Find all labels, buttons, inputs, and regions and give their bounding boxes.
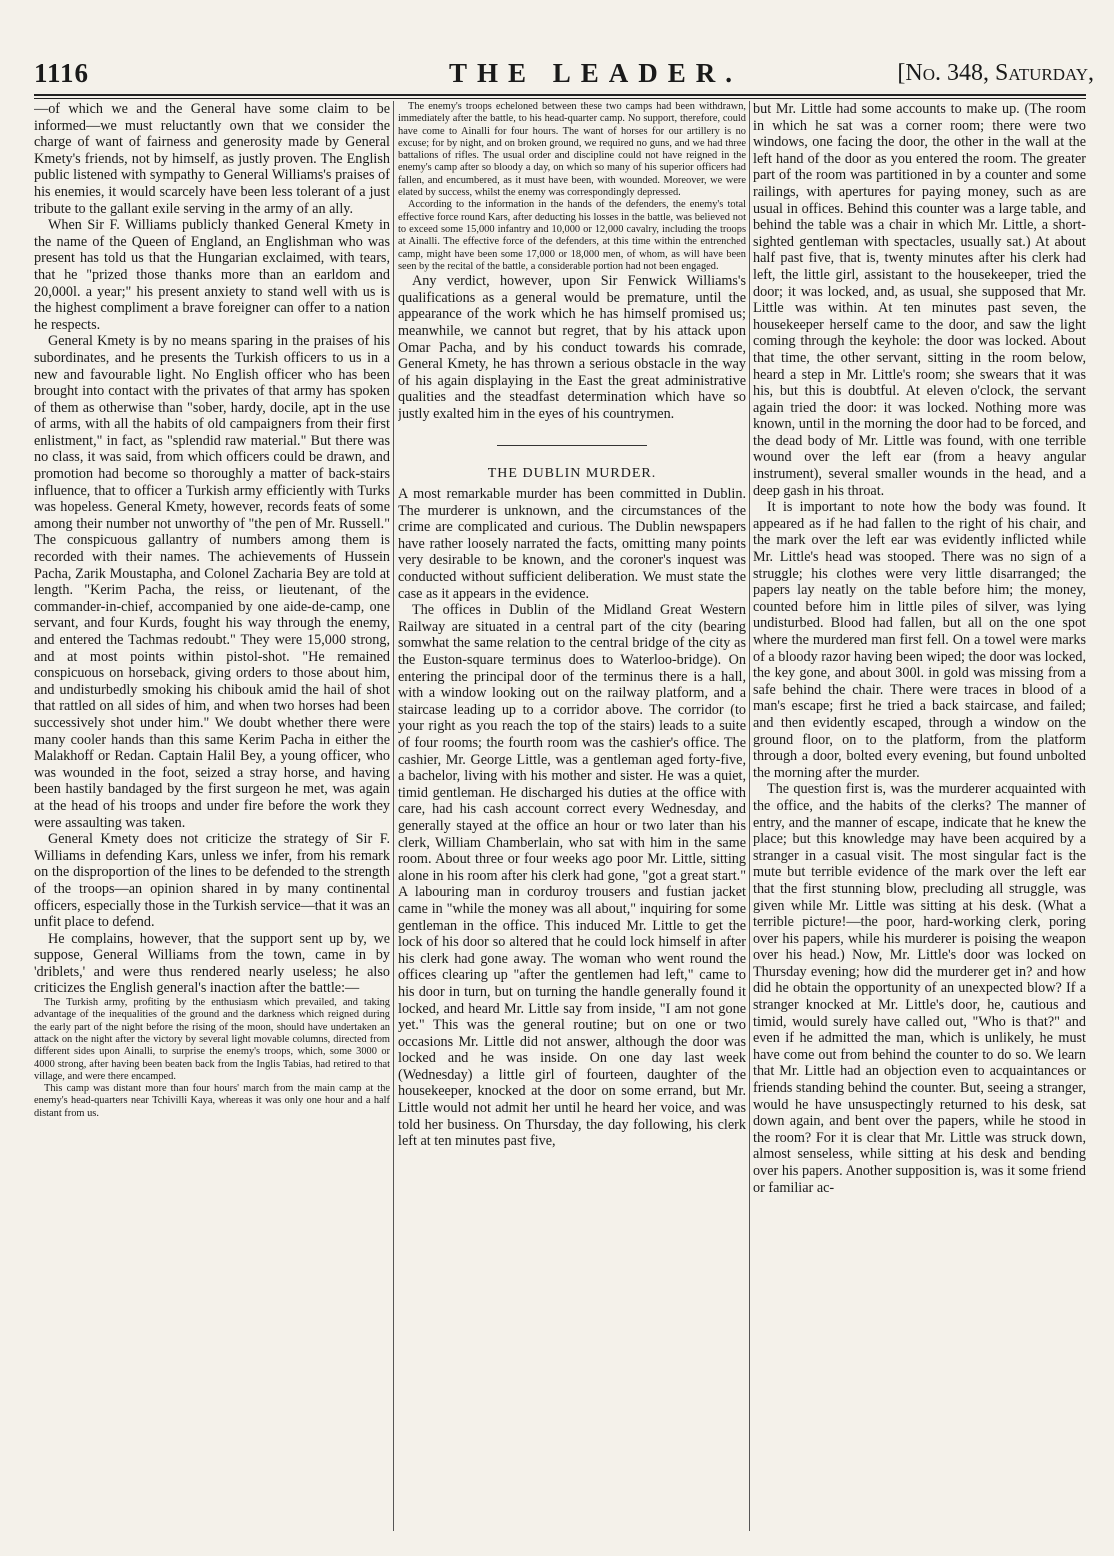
paragraph: A most remarkable murder has been committed in Dublin. The murderer is unknown, and the circumstances of the crime are complicated and curious. The Dublin newspapers have rather loosely narrated the facts, omitting many points very desirable to be known, and the coroner's inquest was conducted without sufficient deliberation. We must state the case as it appears in the evidence. — [398, 486, 746, 602]
block-quote — [34, 997, 390, 1120]
paragraph: It is important to note how the body was found. It appeared as if he had fallen to the right of his chair, and the mark over the left ear was evidently inflicted while Mr. Little's head was stooped. There was no sign of a struggle; his clothes were very little disarranged; the papers lay neatly on the table before him; the money, counted before him in little piles of silver, was lying undisturbed. Blood had fallen, but all on the one spot where the murdered man first fell. On a towel were marks of a bloody razor having been wiped; the door was locked, the key gone, and about 300l. in gold was missing from a safe behind the chair. There were traces in blood of a man's escape; first he tried a back staircase, and failed; and then evidently escaped, through a window on the ground floor, on to the platform, from the platform through a door, bolted every evening, but found unbolted the morning after the murder. — [753, 499, 1086, 781]
header-rule — [34, 94, 1086, 96]
paragraph: General Kmety does not criticize the strategy of Sir F. Williams in defending Kars, unless we infer, from his remark on the disproportion of the lines to be defended to the strength of the troops—an opinion shared in by many continental officers, especially those in the Turkish service—that it was an unfit place to defend. — [34, 831, 390, 931]
masthead: THE LEADER. — [449, 58, 743, 88]
paragraph: He complains, however, that the support sent up by, we suppose, General Williams from the town, came in by 'driblets,' and were thus rendered nearly useless; he also criticizes the English general's inaction after the battle:— — [34, 930, 390, 997]
paragraph: The question first is, was the murderer acquainted with the office, and the habits of the clerks? The manner of entry, and the manner of escape, indicate that he knew the place; but this knowledge may have been acquired by a stranger in a casual visit. The most singular fact is the mute but terrible evidence of the mark over the left ear that the first stunning blow, precluding all struggle, was given while Mr. Little was sitting at his desk. (What a terrible picture!—the poor, hard-working clerk, poring over his papers, while his murderer is poising the weapon over his head.) Now, Mr. Little's door was locked on Thursday evening; how did the murderer get in? and how did he obtain the opportunity of an unexpected blow? If a stranger knocked at Mr. Little's door, he, cautious and timid, would surely have called out, "Who is that?" and even if he admitted the man, which is unlikely, he must have come out from behind the counter to do so. We learn that Mr. Little had an objection even to acquaintances or friends standing behind the counter. But, seeing a stranger, would he have unsuspectingly returned to his desk, sat down again, and bent over the papers, while he stood in the room? For it is clear that Mr. Little was struck down, almost senseless, while sitting at his desk and bending over his papers. Another supposition is, was it some friend or familiar ac- — [753, 781, 1086, 1196]
header-rule-thin — [34, 98, 1086, 99]
paragraph: but Mr. Little had some accounts to make up. (The room in which he sat was a corner room; there were two windows, one facing the door, the other in the wall at the left hand of the door as you entered the room. The greater part of the room was partitioned in by a counter and some railings, with apertures for paying money, such as are usual in offices. Behind this counter was a large table, and behind the table was a chair in which Mr. Little, a short-sighted gentleman with spectacles, usually sat.) At about half past five, that is, twenty minutes after his clerk had left, the little girl, assistant to the housekeeper, tried the door; it was locked, and, as usual, she supposed that Mr. Little was within. At ten minutes past seven, the housekeeper herself came to the door, and saw the light coming through the keyhole: the door was locked. About that time, the other servant, sitting in the room below, heard a step in Mr. Little's room; she swears that it was his, but this is doubtful. At eleven o'clock, the servant again tried the door: it was locked. Nothing more was known, until in the morning the door had to be forced, and the dead body of Mr. Little was found, with one terrible wound over the left ear (from a heavy angular instrument), several smaller wounds in the head, and a deep gash in his throat. — [753, 101, 1086, 499]
column-2 — [398, 101, 746, 1531]
paragraph: General Kmety is by no means sparing in the praises of his subordinates, and he presents the Turkish officers to us in a new and favourable light. No English officer who has been brought into contact with the privates of that army has spoken of them as otherwise than "sober, hardy, docile, apt in the use of arms, with all the habits of old campaigners from their first enlistment," in fact, as "splendid raw material." But there was no class, it was said, from which officers could be drawn, and promotion had become so thoroughly a matter of back-stairs influence, that to officer a Turkish army efficiently with Turks was hopeless. General Kmety, however, records feats of some among their number not unworthy of "the pen of Mr. Russell." The conspicuous gallantry of numbers among them is recorded with their names. The achievements of Hussein Pacha, Zarik Moustapha, and Colonel Zacharia Bey are told at length. "Kerim Pacha, the reiss, or lieutenant, of the commander-in-chief, accompanied by one aide-de-camp, one servant, and four Kurds, fought his way through the enemy, and entered the Tachmas redoubt." They were 15,000 strong, and at most points within pistol-shot. "He remained conspicuous on horseback, giving orders to those about him, and undisturbedly smoking his chibouk amid the hail of shot that rattled on all sides of him, and when two horses had been successively shot under him." We doubt whether there were many cooler hands than this same Kerim Pacha in either the Malakhoff or Redan. Captain Halil Bey, a young officer, who was wounded in the foot, seized a stray horse, and having been hastily bandaged by the first surgeon he met, was again at the head of his troops and under fire before the work they were assaulting was taken. — [34, 333, 390, 831]
column-divider — [393, 101, 394, 1531]
block-quote — [398, 101, 746, 273]
quote-paragraph: According to the information in the hands of the defenders, the enemy's total effective force round Kars, after deducting his losses in the battle, was believed not to exceed some 15,000 infantry and 10,000 or 12,000 cavalry, including the troops at Ainalli. The effective force of the defenders, at this time within the entrenched camp, might have been some 17,000 or 18,000 men, of whom, as will have been seen by the recital of the battle, a considerable portion had not been engaged. — [398, 199, 746, 272]
paragraph: —of which we and the General have some claim to be informed—we must reluctantly own that we consider the charge of want of fairness and generosity made by General Kmety's friends, not by himself, as justly proven. The English public listened with sympathy to General Williams's praises of his enemies, it would scarcely have been less tolerant of a just tribute to the gallant exile serving in the army of an ally. — [34, 101, 390, 217]
page-header — [34, 58, 1094, 94]
column-3 — [753, 101, 1086, 1531]
paragraph: The offices in Dublin of the Midland Great Western Railway are situated in a central part of the city (bearing somwhat the same relation to the central bridge of the city as the Euston-square terminus does to Waterloo-bridge). On entering the principal door of the terminus there is a hall, with a window looking out on the railway platform, and a staircase leading up to a corridor above. The corridor (to your right as you reach the top of the stairs) leads to a suite of four rooms; the fourth room was the cashier's office. The cashier, Mr. George Little, was a gentleman aged forty-five, a bachelor, living with his mother and sister. He was a quiet, timid gentleman. He discharged his duties at the office with care, had his cash account correct every Wednesday, and generally stayed at the office an hour or two later than his clerk, William Chamberlain, who sat with him in the same room. About three or four weeks ago poor Mr. Little, sitting alone in his room after his clerk had gone, "got a great start." A labouring man in corduroy trousers and fustian jacket came in "while the money was all about," inquiring for some gentleman in the office. This induced Mr. Little to get the lock of his door so altered that he could lock himself in after his clerk had gone away. The woman who went round the offices clearing up "after the gentlemen had left," came to his door in turn, but on turning the handle generally found it locked, and heard Mr. Little say from inside, "I am not gone yet." This was the general routine; but on one or two occasions Mr. Little did not answer, although the door was locked and he was inside. On one day last week (Wednesday) a little girl of fourteen, daughter of the housekeeper, knocked at the door on some errand, but Mr. Little would not admit her until he heard her voice, and was told her business. On Thursday, the day following, his clerk left at ten minutes past five, — [398, 602, 746, 1150]
quote-paragraph: The enemy's troops echeloned between these two camps had been withdrawn, immediately after the battle, to his head-quarter camp. No support, therefore, could have come to Ainalli for four hours. The want of horses for our artillery is no excuse; for by night, and on broken ground, we required no guns, and we had three battalions of rifles. The usual order and discipline could not have reigned in the enemy's camp after so bloody a day, on which so many of his superior officers had fallen, and encumbered, as it must have been, with wounded. Moreover, we were elated by success, whilst the enemy was correspondingly depressed. — [398, 101, 746, 199]
quote-paragraph: This camp was distant more than four hours' march from the main camp at the enemy's head-quarters near Tchivilli Kaya, whereas it was only one hour and a half distant from us. — [34, 1083, 390, 1119]
column-divider — [749, 101, 750, 1531]
article-title: THE DUBLIN MURDER. — [487, 465, 657, 481]
paragraph: Any verdict, however, upon Sir Fenwick Williams's qualifications as a general would be premature, until the appearance of the work which he has himself promised us; meanwhile, we cannot but regret, that by his attack upon Omar Pacha, and by his conduct towards his comrade, General Kmety, he has thrown a serious obstacle in the way of his again displaying in the East the great administrative qualities and the steadfast determination which have so justly exalted him in the eyes of his countrymen. — [398, 273, 746, 422]
section-divider — [497, 445, 647, 446]
quote-paragraph: The Turkish army, profiting by the enthusiasm which prevailed, and taking advantage of the inequalities of the ground and the darkness which reigned during the early part of the night before the rising of the moon, should have undertaken an attack on the night after the victory by several light movable columns, directed from different sides upon Ainalli, to surprise the enemy's troops, which, some 3000 or 4000 strong, after having been beaten back from the Inglis Tabias, had retired to that village, and were there encamped. — [34, 997, 390, 1082]
issue-number: [No. 348, Saturday, — [897, 60, 1094, 86]
paragraph: When Sir F. Williams publicly thanked General Kmety in the name of the Queen of England, an Englishman who was present has told us that the Hungarian exclaimed, with tears, that he "prized those thanks more than an earldom and 20,000l. a year;" his present anxiety to stand well with us is the highest compliment a brave foreigner can offer to a nation he respects. — [34, 217, 390, 333]
page-number: 1116 — [34, 58, 90, 88]
column-1 — [34, 101, 390, 1531]
